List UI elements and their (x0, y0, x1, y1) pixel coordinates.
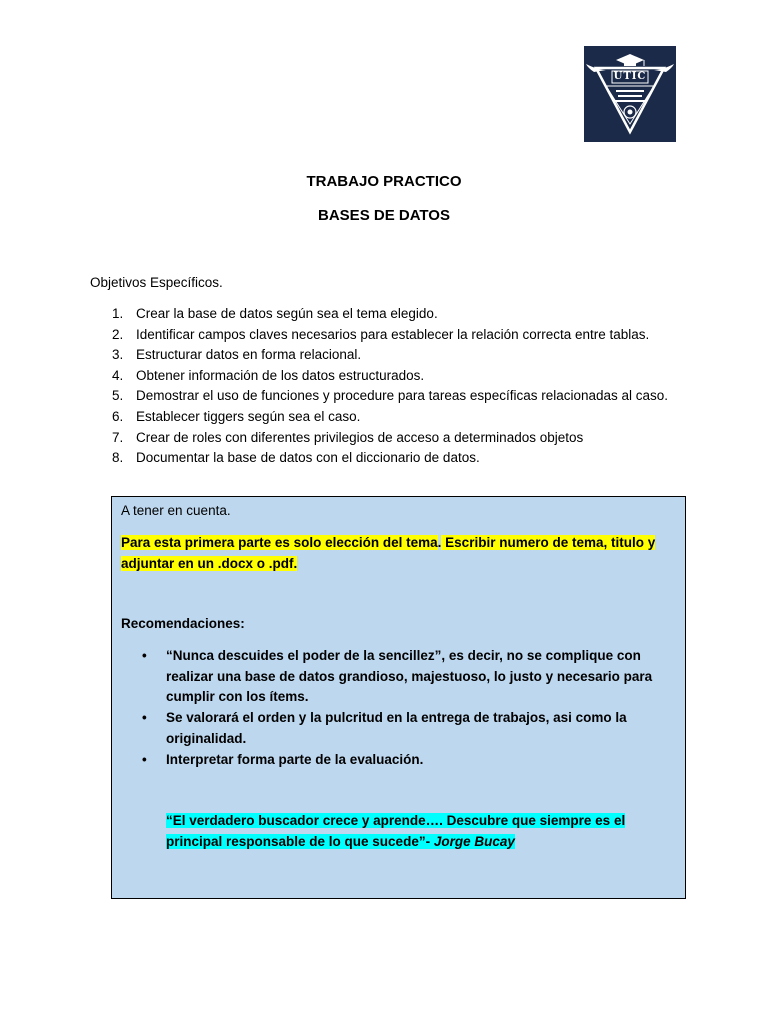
logo-text: UTIC (613, 71, 647, 82)
bullet-icon: • (142, 710, 147, 726)
document-subtitle: BASES DE DATOS (318, 207, 450, 224)
recommendation-text: “Nunca descuides el poder de la sencillez”, es decir, no se complique con realizar una base de datos grandioso, majestuoso, lo justo y necesario para cumplir con los ítems. (166, 648, 653, 705)
quote-text: “El verdadero buscador crece y aprende…. Descubre que siempre es el principal responsable de lo que sucede”- (166, 813, 626, 849)
note-instructions (121, 532, 661, 574)
quote (166, 810, 671, 852)
objective-text: Crear la base de datos según sea el tema elegido. (136, 306, 438, 321)
objectives-heading: Objetivos Específicos. (90, 275, 223, 290)
bullet-icon: • (142, 751, 147, 767)
objective-item (112, 345, 668, 366)
objective-number: 3. (112, 347, 124, 363)
objective-number: 2. (112, 326, 124, 342)
recommendation-item (142, 750, 677, 771)
instruction-highlight-1: Para esta primera parte es solo elección del tema (121, 535, 438, 550)
document-title: TRABAJO PRACTICO (306, 173, 462, 190)
objective-number: 4. (112, 367, 124, 383)
recommendations-heading: Recomendaciones: (121, 616, 245, 631)
recommendations-list (142, 646, 677, 770)
objective-item (112, 407, 668, 428)
objective-text: Estructurar datos en forma relacional. (136, 347, 362, 363)
objective-text: Identificar campos claves necesarios para establecer la relación correcta entre tablas. (136, 326, 650, 342)
objective-number: 6. (112, 408, 124, 424)
objective-text: Crear de roles con diferentes privilegios de acceso a determinados objetos (136, 429, 584, 445)
objective-item (112, 448, 668, 469)
recommendation-item (142, 708, 677, 749)
university-logo (584, 46, 676, 142)
bullet-icon: • (142, 648, 147, 663)
objective-item (112, 325, 668, 346)
note-heading: A tener en cuenta. (121, 503, 231, 518)
instruction-highlight-2: Escribir numero de tema, titulo y adjuntar en un .docx o .pdf. (121, 535, 656, 571)
recommendation-item (142, 646, 677, 708)
objective-text: Documentar la base de datos con el diccionario de datos. (136, 450, 480, 466)
objective-item (112, 304, 668, 325)
objective-number: 1. (112, 306, 124, 321)
recommendation-text: Interpretar forma parte de la evaluación. (166, 751, 424, 767)
objective-item (112, 386, 668, 407)
objective-number: 7. (112, 429, 124, 445)
objective-number: 8. (112, 450, 124, 466)
objectives-list (112, 304, 668, 469)
objective-text: Establecer tiggers según sea el caso. (136, 408, 361, 424)
instruction-separator: . (437, 535, 442, 550)
quote-author: Jorge Bucay (433, 834, 515, 849)
objective-item (112, 428, 668, 449)
recommendation-text: Se valorará el orden y la pulcritud en la entrega de trabajos, asi como la originalidad. (166, 710, 627, 746)
objective-number: 5. (112, 388, 124, 404)
objective-text: Demostrar el uso de funciones y procedure para tareas específicas relacionadas al caso. (136, 388, 669, 404)
objective-item (112, 366, 668, 387)
objective-text: Obtener información de los datos estructurados. (136, 367, 425, 383)
note-box (111, 496, 686, 899)
